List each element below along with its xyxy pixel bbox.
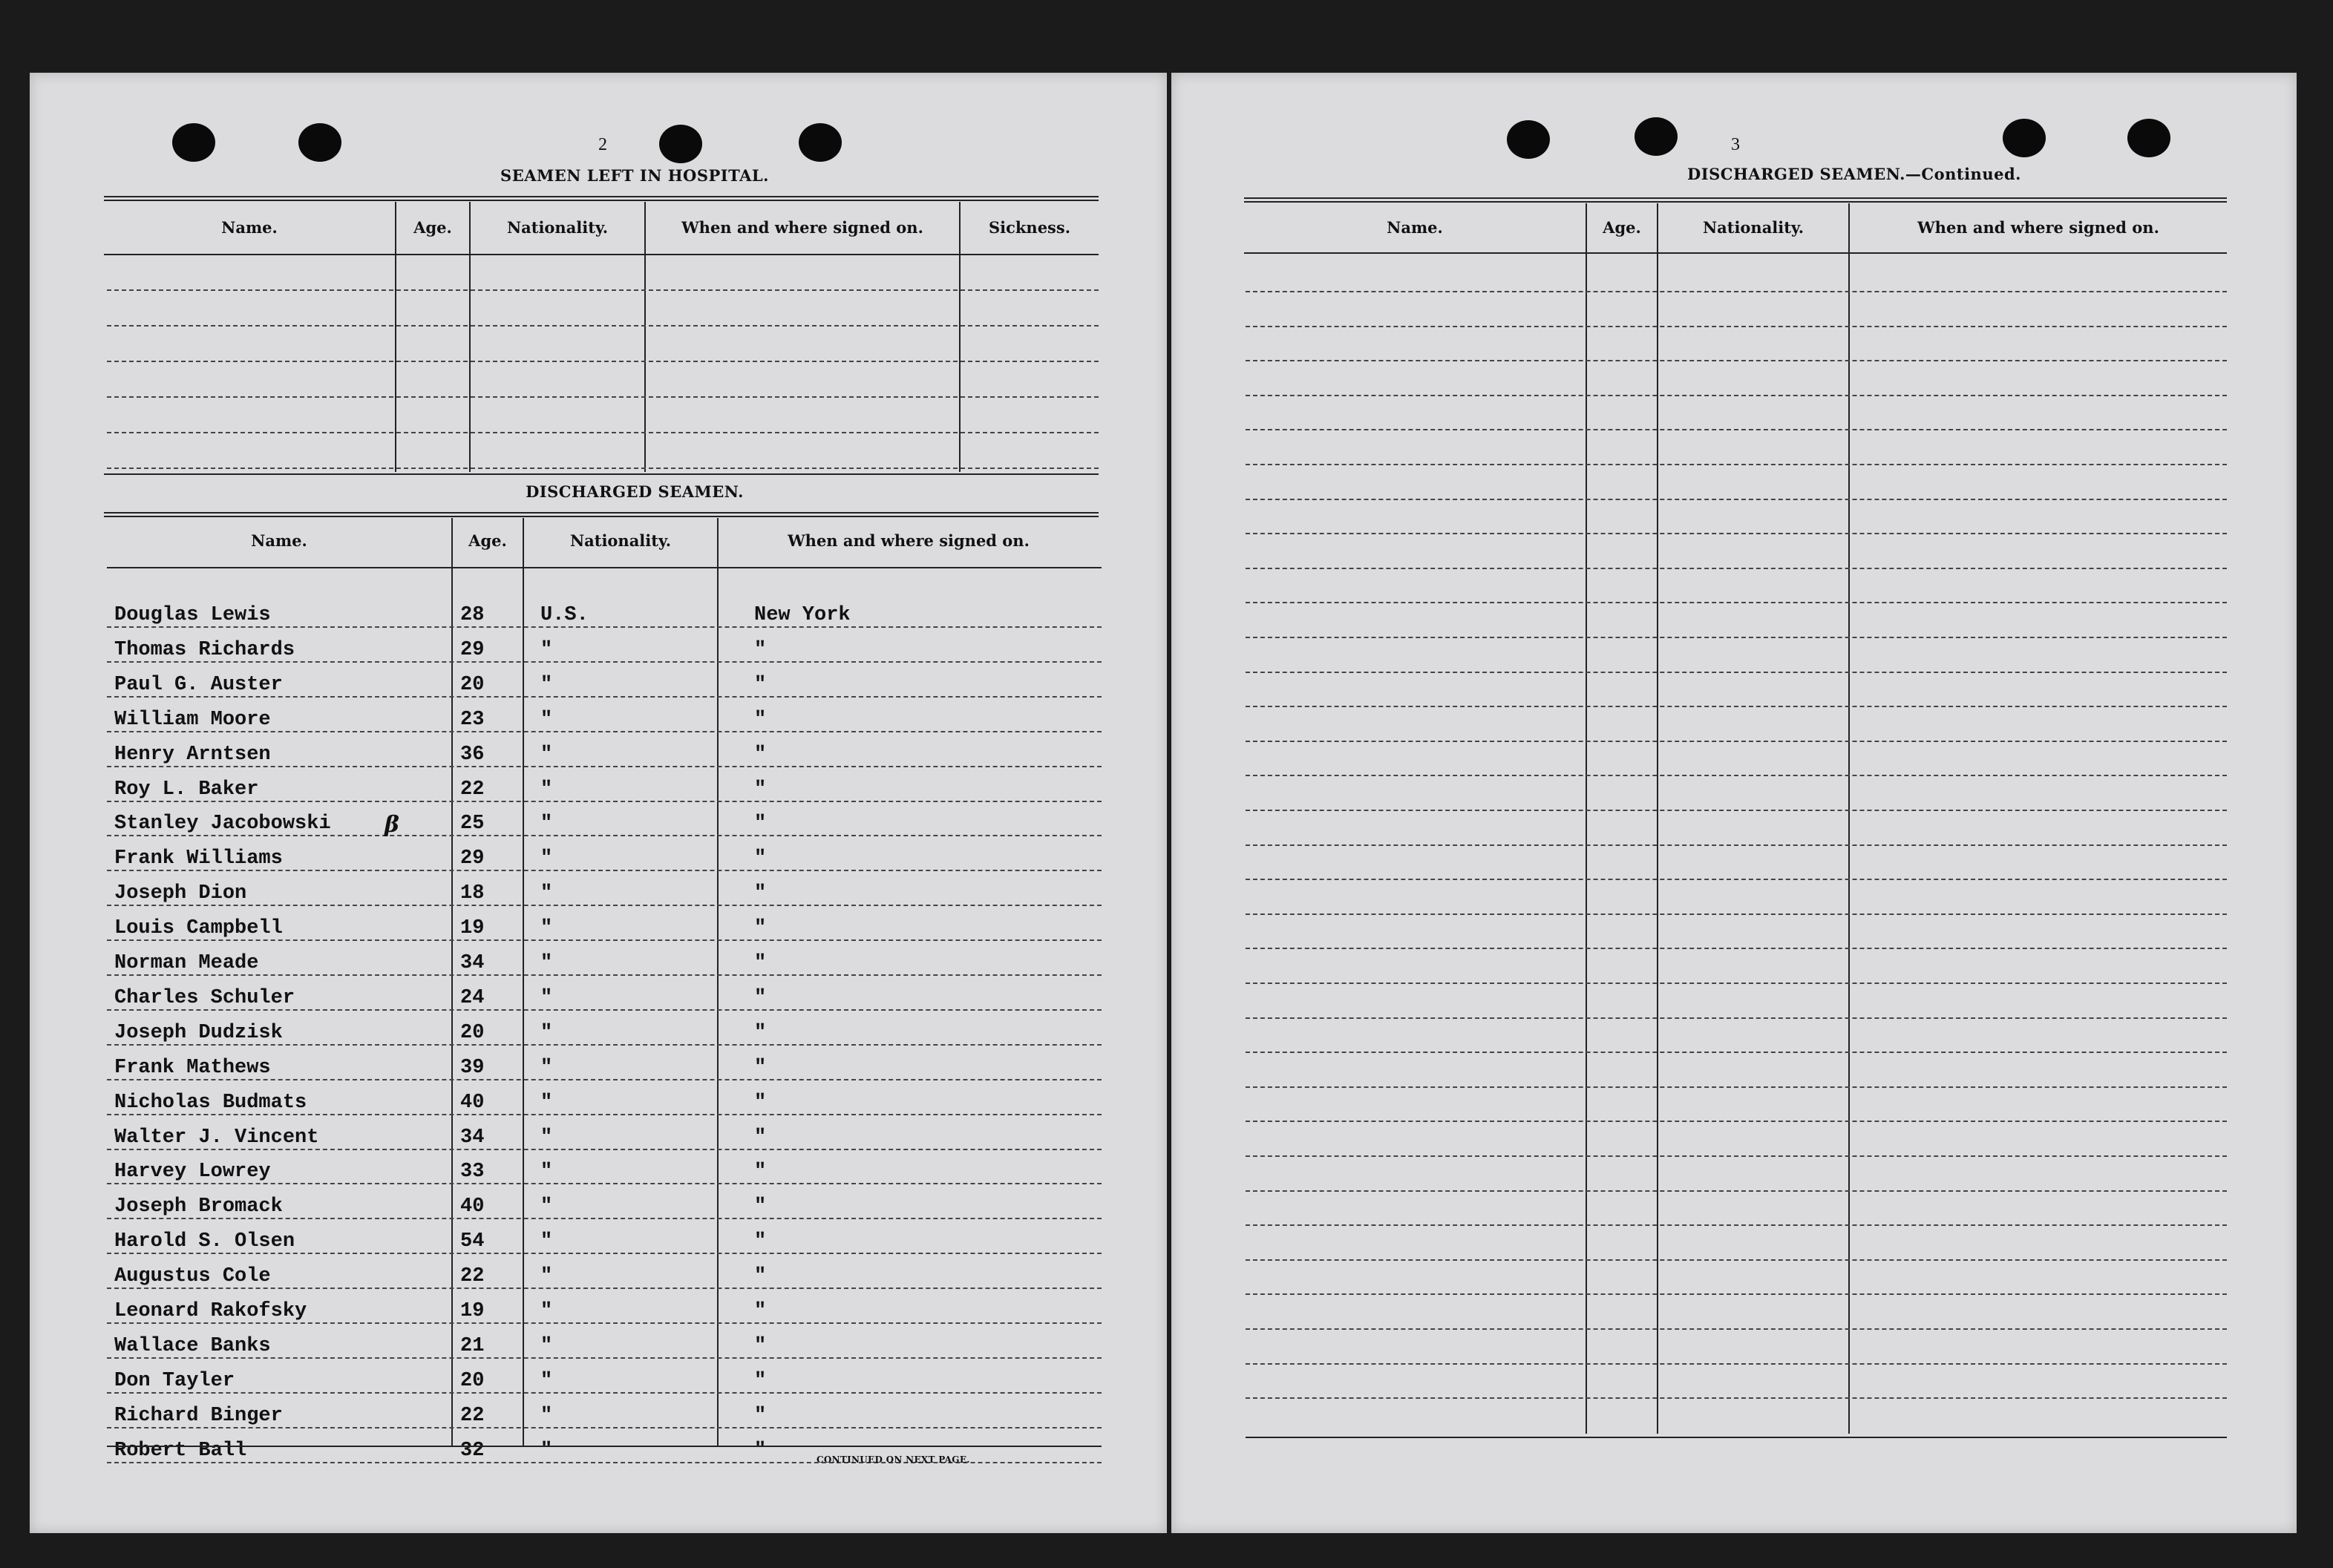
hospital-section-title: SEAMEN LEFT IN HOSPITAL. xyxy=(500,166,769,185)
column-header-age: Age. xyxy=(468,531,507,550)
punch-hole xyxy=(2003,119,2046,157)
seaman-signed-on: " xyxy=(754,744,767,766)
page-number: 3 xyxy=(1731,135,1740,154)
seaman-name: Augustus Cole xyxy=(114,1265,271,1287)
seaman-name: Richard Binger xyxy=(114,1405,283,1427)
seaman-age: 21 xyxy=(460,1335,485,1357)
seaman-name: Douglas Lewis xyxy=(114,604,271,626)
seaman-age: 40 xyxy=(460,1195,485,1218)
seaman-name: Roy L. Baker xyxy=(114,778,259,801)
entry-line xyxy=(1246,499,2227,500)
entry-line xyxy=(107,905,1102,906)
seaman-signed-on: " xyxy=(754,987,767,1009)
entry-line xyxy=(107,1044,1102,1046)
seaman-signed-on: " xyxy=(754,1230,767,1253)
seaman-name: Harvey Lowrey xyxy=(114,1161,271,1183)
entry-line xyxy=(107,1183,1102,1184)
entry-line xyxy=(1246,1052,2227,1053)
seaman-age: 40 xyxy=(460,1092,485,1114)
seaman-nationality: " xyxy=(540,744,553,766)
column-header-nationality: Nationality. xyxy=(1702,218,1804,237)
seaman-nationality: " xyxy=(540,674,553,696)
seaman-name: Paul G. Auster xyxy=(114,674,283,696)
seaman-name: Joseph Dion xyxy=(114,882,247,905)
rule xyxy=(1244,252,2227,254)
punch-hole xyxy=(659,125,702,163)
entry-line xyxy=(107,696,1102,698)
entry-line xyxy=(1246,672,2227,673)
punch-hole xyxy=(172,123,215,162)
seaman-signed-on: " xyxy=(754,1405,767,1427)
entry-line xyxy=(107,325,1099,327)
seaman-nationality: " xyxy=(540,709,553,731)
margin-mark: β xyxy=(385,812,399,838)
entry-line xyxy=(107,1218,1102,1219)
seaman-age: 32 xyxy=(460,1440,485,1462)
entry-line xyxy=(107,939,1102,941)
column-header-sickness: Sickness. xyxy=(988,218,1071,237)
entry-line xyxy=(1246,1155,2227,1157)
seaman-nationality: " xyxy=(540,952,553,974)
seaman-signed-on: " xyxy=(754,813,767,835)
seaman-age: 22 xyxy=(460,778,485,801)
seaman-age: 20 xyxy=(460,674,485,696)
seaman-age: 24 xyxy=(460,987,485,1009)
entry-line xyxy=(107,1253,1102,1254)
seaman-signed-on: " xyxy=(754,1440,767,1462)
entry-line xyxy=(1246,291,2227,292)
entry-line xyxy=(1246,1363,2227,1365)
entry-line xyxy=(107,468,1099,469)
punch-hole xyxy=(1507,120,1550,159)
seaman-name: Stanley Jacobowski xyxy=(114,813,331,835)
right-page xyxy=(1171,73,2297,1533)
seaman-age: 28 xyxy=(460,604,485,626)
seaman-signed-on: " xyxy=(754,917,767,939)
rule xyxy=(107,1446,1102,1447)
entry-line xyxy=(107,1427,1102,1428)
entry-line xyxy=(107,766,1102,767)
entry-line xyxy=(1246,1017,2227,1019)
section-title: DISCHARGED SEAMEN.—Continued. xyxy=(1687,165,2021,183)
seaman-age: 54 xyxy=(460,1230,485,1253)
column-header-signed-on: When and where signed on. xyxy=(788,531,1030,550)
seaman-age: 25 xyxy=(460,813,485,835)
rule xyxy=(104,512,1099,517)
entry-line xyxy=(107,974,1102,976)
entry-line xyxy=(1246,810,2227,811)
entry-line xyxy=(1246,1259,2227,1261)
seaman-nationality: " xyxy=(540,917,553,939)
rule xyxy=(1246,1437,2227,1438)
seaman-nationality: " xyxy=(540,1265,553,1287)
seaman-age: 20 xyxy=(460,1370,485,1392)
entry-line xyxy=(1246,637,2227,638)
entry-line xyxy=(107,1392,1102,1394)
punch-hole xyxy=(1635,117,1678,156)
entry-line xyxy=(107,626,1102,628)
entry-line xyxy=(1246,775,2227,776)
seaman-nationality: " xyxy=(540,813,553,835)
entry-line xyxy=(1246,1121,2227,1122)
entry-line xyxy=(107,432,1099,433)
column-header-age: Age. xyxy=(413,218,452,237)
rule xyxy=(104,196,1099,201)
entry-line xyxy=(1246,429,2227,430)
entry-line xyxy=(1246,1190,2227,1192)
column-rule xyxy=(523,518,524,1446)
seaman-nationality: " xyxy=(540,639,553,661)
seaman-nationality: " xyxy=(540,1057,553,1079)
entry-line xyxy=(107,1287,1102,1289)
column-header-age: Age. xyxy=(1603,218,1641,237)
entry-line xyxy=(107,835,1102,836)
page-number: 2 xyxy=(598,135,607,154)
seaman-name: Norman Meade xyxy=(114,952,259,974)
seaman-nationality: " xyxy=(540,1405,553,1427)
entry-line xyxy=(1246,326,2227,327)
seaman-signed-on: " xyxy=(754,674,767,696)
seaman-nationality: " xyxy=(540,882,553,905)
seaman-name: Frank Williams xyxy=(114,847,283,870)
column-rule xyxy=(1848,203,1850,1434)
seaman-age: 39 xyxy=(460,1057,485,1079)
seaman-name: Walter J. Vincent xyxy=(114,1126,319,1149)
seaman-name: Don Tayler xyxy=(114,1370,235,1392)
seaman-signed-on: " xyxy=(754,709,767,731)
seaman-signed-on: " xyxy=(754,1265,767,1287)
rule xyxy=(1244,197,2227,203)
seaman-nationality: " xyxy=(540,1126,553,1149)
seaman-signed-on: " xyxy=(754,952,767,974)
entry-line xyxy=(1246,1328,2227,1330)
seaman-age: 22 xyxy=(460,1265,485,1287)
entry-line xyxy=(1246,948,2227,949)
seaman-nationality: " xyxy=(540,987,553,1009)
seaman-age: 23 xyxy=(460,709,485,731)
seaman-age: 33 xyxy=(460,1161,485,1183)
seaman-age: 34 xyxy=(460,952,485,974)
entry-line xyxy=(107,801,1102,802)
seaman-signed-on: " xyxy=(754,1126,767,1149)
seaman-signed-on: " xyxy=(754,1195,767,1218)
column-header-signed-on: When and where signed on. xyxy=(1917,218,2159,237)
seaman-name: Henry Arntsen xyxy=(114,744,271,766)
punch-hole xyxy=(2127,119,2170,157)
entry-line xyxy=(1246,706,2227,707)
seaman-signed-on: " xyxy=(754,847,767,870)
seaman-age: 29 xyxy=(460,639,485,661)
seaman-signed-on: " xyxy=(754,1161,767,1183)
seaman-signed-on: " xyxy=(754,1335,767,1357)
entry-line xyxy=(1246,844,2227,846)
entry-line xyxy=(107,1009,1102,1011)
entry-line xyxy=(1246,1224,2227,1226)
entry-line xyxy=(1246,602,2227,603)
seaman-age: 20 xyxy=(460,1022,485,1044)
seaman-nationality: " xyxy=(540,778,553,801)
rule xyxy=(107,567,1102,568)
column-header-name: Name. xyxy=(251,531,307,550)
entry-line xyxy=(1246,879,2227,880)
seaman-name: Leonard Rakofsky xyxy=(114,1300,307,1322)
seaman-signed-on: " xyxy=(754,778,767,801)
entry-line xyxy=(107,731,1102,732)
seaman-age: 34 xyxy=(460,1126,485,1149)
rule xyxy=(104,473,1099,475)
seaman-nationality: " xyxy=(540,1022,553,1044)
entry-line xyxy=(1246,1397,2227,1399)
entry-line xyxy=(1246,741,2227,742)
discharged-section-title: DISCHARGED SEAMEN. xyxy=(526,482,744,501)
seaman-age: 22 xyxy=(460,1405,485,1427)
seaman-signed-on: " xyxy=(754,1300,767,1322)
seaman-age: 29 xyxy=(460,847,485,870)
seaman-age: 19 xyxy=(460,917,485,939)
rule xyxy=(104,254,1099,255)
seaman-signed-on: " xyxy=(754,639,767,661)
column-rule xyxy=(1657,203,1658,1434)
continued-note: CONTINUED ON NEXT PAGE. xyxy=(817,1454,970,1465)
seaman-signed-on: " xyxy=(754,1022,767,1044)
seaman-age: 36 xyxy=(460,744,485,766)
entry-line xyxy=(107,661,1102,663)
seaman-nationality: " xyxy=(540,1230,553,1253)
seaman-name: Joseph Dudzisk xyxy=(114,1022,283,1044)
seaman-nationality: " xyxy=(540,1440,553,1462)
column-header-nationality: Nationality. xyxy=(506,218,609,237)
seaman-signed-on: " xyxy=(754,882,767,905)
seaman-nationality: " xyxy=(540,1370,553,1392)
entry-line xyxy=(1246,913,2227,915)
column-header-signed-on: When and where signed on. xyxy=(681,218,923,237)
entry-line xyxy=(1246,568,2227,569)
column-rule xyxy=(451,518,453,1446)
entry-line xyxy=(1246,1086,2227,1088)
entry-line xyxy=(1246,1293,2227,1295)
entry-line xyxy=(107,1079,1102,1080)
left-page xyxy=(30,73,1167,1533)
seaman-signed-on: New York xyxy=(754,604,851,626)
seaman-name: Thomas Richards xyxy=(114,639,295,661)
entry-line xyxy=(107,1114,1102,1115)
seaman-signed-on: " xyxy=(754,1370,767,1392)
column-rule xyxy=(1586,203,1587,1434)
entry-line xyxy=(107,289,1099,291)
punch-hole xyxy=(298,123,341,162)
seaman-name: Harold S. Olsen xyxy=(114,1230,295,1253)
entry-line xyxy=(1246,983,2227,984)
column-header-name: Name. xyxy=(221,218,278,237)
seaman-nationality: " xyxy=(540,1195,553,1218)
entry-line xyxy=(107,1322,1102,1324)
entry-line xyxy=(1246,533,2227,534)
column-header-name: Name. xyxy=(1387,218,1443,237)
seaman-name: Robert Ball xyxy=(114,1440,247,1462)
seaman-signed-on: " xyxy=(754,1092,767,1114)
seaman-age: 19 xyxy=(460,1300,485,1322)
entry-line xyxy=(107,396,1099,398)
seaman-signed-on: " xyxy=(754,1057,767,1079)
seaman-name: Nicholas Budmats xyxy=(114,1092,307,1114)
column-header-nationality: Nationality. xyxy=(569,531,672,550)
punch-hole xyxy=(799,123,842,162)
entry-line xyxy=(1246,360,2227,361)
seaman-name: William Moore xyxy=(114,709,271,731)
entry-line xyxy=(107,1149,1102,1150)
seaman-nationality: " xyxy=(540,1092,553,1114)
seaman-name: Wallace Banks xyxy=(114,1335,271,1357)
entry-line xyxy=(107,870,1102,871)
seaman-age: 18 xyxy=(460,882,485,905)
seaman-nationality: " xyxy=(540,1161,553,1183)
entry-line xyxy=(107,361,1099,362)
seaman-name: Joseph Bromack xyxy=(114,1195,283,1218)
seaman-name: Louis Campbell xyxy=(114,917,283,939)
entry-line xyxy=(1246,395,2227,396)
seaman-nationality: " xyxy=(540,1300,553,1322)
entry-line xyxy=(107,1357,1102,1359)
seaman-nationality: U.S. xyxy=(540,604,589,626)
seaman-name: Frank Mathews xyxy=(114,1057,271,1079)
seaman-nationality: " xyxy=(540,1335,553,1357)
column-rule xyxy=(717,518,719,1446)
seaman-name: Charles Schuler xyxy=(114,987,295,1009)
entry-line xyxy=(1246,464,2227,465)
seaman-nationality: " xyxy=(540,847,553,870)
